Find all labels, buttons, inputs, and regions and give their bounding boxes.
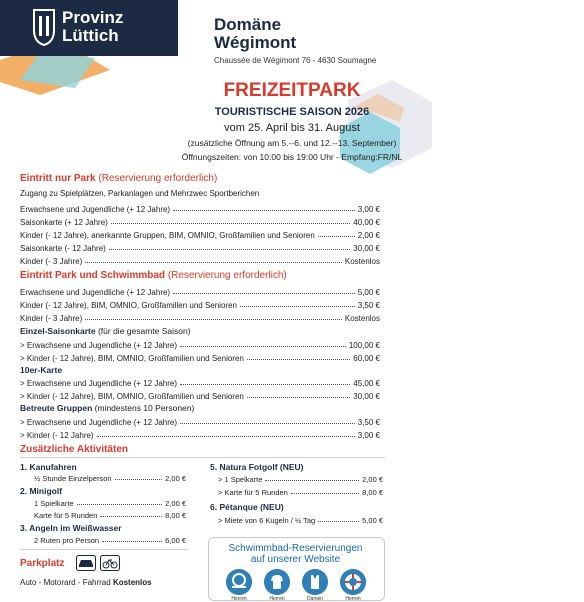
price-row — [20, 298, 380, 310]
page-title: FREIZEITPARK — [223, 80, 361, 101]
activity-row — [34, 472, 186, 483]
logo-line-2: Lüttich — [62, 26, 119, 45]
season-card-heading — [20, 326, 191, 336]
price-label: > Kinder (- 12 Jahre), BIM, OMNIO, Großfamilien und Senioren — [20, 354, 244, 363]
activity-row — [218, 473, 383, 484]
activity-row — [34, 497, 186, 508]
activity-label: > Karte für 5 Runden — [218, 488, 288, 497]
venue-address: Chaussée de Wégimont 76 - 4630 Soumagne — [214, 56, 377, 65]
swim-icon — [226, 569, 252, 595]
price-row — [20, 351, 380, 363]
price-label: Kinder (- 12 Jahre), BIM, OMNIO, Großfamillen und Senioren — [20, 301, 237, 310]
province-logo-text — [62, 9, 123, 45]
pool-entry-heading-note: (Reservierung erforderlich) — [167, 270, 287, 281]
logo-line-1: Provinz — [62, 8, 124, 27]
reservation-icon-label: Damen — [306, 596, 324, 602]
price-value: 30,00 € — [353, 392, 380, 401]
price-row — [20, 215, 380, 227]
parking-info — [20, 578, 152, 587]
price-value: 3,00 € — [357, 205, 380, 214]
price-row — [20, 428, 380, 440]
activity-title: 6. Pétanque (NEU) — [210, 502, 284, 512]
parking-text: Auto - Motorard - Fahrrad — [20, 578, 111, 587]
price-value: 3,50 € — [357, 301, 380, 310]
opening-hours: Öffnungszeiten: von 10:00 bis 19:00 Uhr - Empfang:FR/NL — [181, 152, 403, 162]
car-icon — [76, 555, 96, 571]
price-value: 40,00 € — [353, 218, 380, 227]
price-row — [20, 241, 380, 253]
venue-line-2: Wégimont — [214, 33, 297, 52]
price-row — [20, 202, 380, 214]
price-label: > Erwachsene und Jugendliche (+ 12 Jahre) — [20, 418, 177, 427]
activity-value: 5,00 € — [362, 516, 383, 525]
park-entry-intro: Zugang zu Spielplätzen, Parkanlagen und Mehrzwec Sportberichen — [20, 189, 260, 198]
season-card-heading-text: Einzel-Saisonkarte — [20, 326, 96, 336]
reservation-icon-label: Herren — [269, 596, 285, 602]
park-entry-heading-note: (Reservierung erforderlich) — [98, 173, 218, 184]
activities-divider — [20, 457, 385, 458]
ten-card-heading: 10er-Karte — [20, 365, 63, 375]
price-label: Saisonkarte (- 12 Jahre) — [20, 244, 106, 253]
reservation-title-line-2: auf unserer Website — [250, 554, 341, 565]
lifebuoy-icon — [340, 569, 366, 595]
activity-row — [34, 534, 186, 545]
season-card-heading-note: (für die gesamte Saison) — [97, 326, 191, 336]
activity-title: 1. Kanufahren — [20, 462, 77, 472]
price-label: > Erwachsene und Jugendliche (+ 12 Jahre) — [20, 341, 177, 350]
activity-row — [218, 486, 383, 497]
activities-heading: Zusätzliche Aktivitäten — [20, 444, 128, 455]
price-row — [20, 389, 380, 401]
activity-label: Karte für 5 Runden — [34, 511, 98, 520]
price-value: 5,00 € — [357, 288, 380, 297]
activity-row — [218, 514, 383, 525]
price-value: 45,00 € — [353, 379, 380, 388]
venue-line-1: Domäne — [214, 15, 282, 34]
season-dates: vom 25. April bis 31. August — [224, 122, 360, 134]
province-crest-icon — [32, 8, 56, 46]
price-label: Kinder (- 12 Jahre), anerkannte Gruppen, BIM, OMNIO, Großfamilien und Senioren — [20, 231, 315, 240]
reservation-icon-label: Herren — [345, 596, 361, 602]
price-label: Saisonkarte (+ 12 Jahre) — [20, 218, 108, 227]
price-row — [20, 285, 380, 297]
price-value: 3,00 € — [357, 431, 380, 440]
park-entry-heading — [20, 173, 217, 184]
extra-opening-note: (zusätzliche Öffnung am 5.--6. und 12.--13. September) — [187, 138, 397, 148]
pool-entry-heading — [20, 270, 287, 281]
pool-entry-heading-text: Eintritt Park und Schwimmbad — [20, 270, 166, 281]
price-value: 2,00 € — [357, 231, 380, 240]
price-value: Kostenlos — [344, 314, 380, 323]
price-value: 100,00 € — [348, 341, 380, 350]
price-label: Kinder (- 3 Jahre) — [20, 257, 83, 266]
groups-heading-text: Betreute Gruppen — [20, 403, 93, 413]
activity-title: 5. Natura Fotgolf (NEU) — [210, 462, 304, 472]
groups-heading — [20, 403, 194, 413]
price-row — [20, 415, 380, 427]
activity-value: 8,00 € — [362, 488, 383, 497]
activity-label: 2 Ruten pro Person — [34, 536, 100, 545]
price-value: 60,00 € — [353, 354, 380, 363]
price-value: 30,00 € — [353, 244, 380, 253]
season-subtitle: TOURISTISCHE SAISON 2026 — [214, 106, 370, 118]
reservation-title-line-1: Schwimmbad-Reservierungen — [228, 543, 363, 554]
price-row — [20, 338, 380, 350]
price-label: > Kinder (- 12 Jahre) — [20, 431, 94, 440]
shirt-icon — [264, 569, 290, 595]
parking-heading: Parkplatz — [20, 558, 65, 569]
activity-title: 3. Angeln im Weißwasser — [20, 523, 122, 533]
parking-divider — [20, 549, 188, 550]
price-label: Erwachsene und Jugendliche (+ 12 Jahre) — [20, 205, 171, 214]
activity-label: ½ Stunde Einzelperson — [34, 474, 112, 483]
parking-price: Kostenlos — [112, 578, 152, 587]
activity-label: > 1 Spelkarte — [218, 475, 263, 484]
activity-value: 2,00 € — [165, 499, 186, 508]
reservation-title[interactable] — [212, 543, 379, 565]
bicycle-icon — [100, 555, 120, 571]
venue-name — [214, 16, 296, 52]
price-value: 3,50 € — [357, 418, 380, 427]
price-value: Kostenlos — [344, 257, 380, 266]
price-label: Erwachsene und Jugendliche (+ 12 Jahre) — [20, 288, 171, 297]
price-label: > Erwachsene und Jugendliche (+ 12 Jahre) — [20, 379, 177, 388]
price-label: Kinder (- 3 Jahre) — [20, 314, 83, 323]
price-row — [20, 228, 380, 240]
reservation-icon-label: Herren — [231, 596, 247, 602]
activity-value: 2,00 € — [165, 474, 186, 483]
park-entry-heading-text: Eintritt nur Park — [20, 173, 96, 184]
groups-heading-note: (mindestens 10 Personen) — [94, 403, 195, 413]
activity-row — [34, 509, 186, 520]
price-row — [20, 376, 380, 388]
swimsuit-icon — [302, 569, 328, 595]
activity-title: 2. Minigolf — [20, 486, 63, 496]
price-label: > Kinder (- 12 Jahre), BIM, OMNIO, Großfamilien und Senioren — [20, 392, 244, 401]
activity-value: 2,00 € — [362, 475, 383, 484]
activity-label: > Miete von 6 Kugeln / ½ Tag — [218, 516, 316, 525]
price-row — [20, 254, 380, 266]
activity-value: 8,00 € — [165, 511, 186, 520]
activity-label: 1 Spielkarte — [34, 499, 74, 508]
price-row — [20, 311, 380, 323]
activity-value: 6,00 € — [165, 536, 186, 545]
